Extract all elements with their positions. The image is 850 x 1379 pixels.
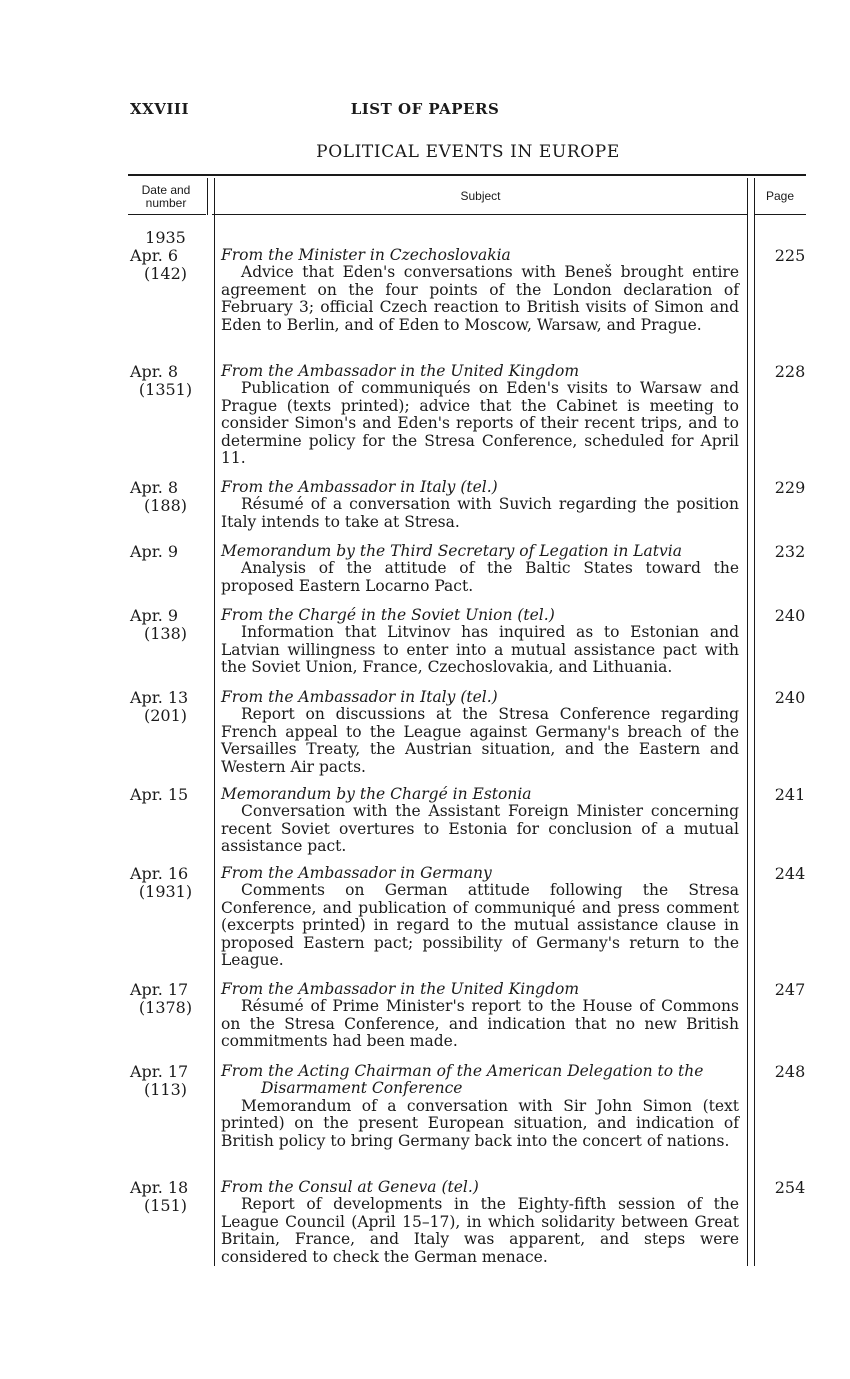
- entry-source: From the Chargé in the Soviet Union (tel.): [221, 606, 555, 624]
- table-top-rule: [128, 174, 806, 176]
- document-number: (142): [143, 263, 188, 283]
- page-column-header: Page: [765, 189, 795, 203]
- entry-description: Memorandum of a conversation with Sir John Simon (text printed) on the present European situation, and indication of British policy to bring Germany back into the concert of nations.: [221, 1096, 739, 1150]
- entry-page: 248: [774, 1062, 806, 1081]
- entry-subject: [221, 786, 739, 856]
- entry-subject: [221, 607, 739, 677]
- date-text: Apr. 6: [130, 246, 179, 265]
- document-number: (151): [143, 1195, 188, 1215]
- entry-subject: [221, 247, 739, 334]
- entry-page: 225: [774, 246, 806, 265]
- entry-date: [128, 479, 203, 514]
- date-text: Apr. 9: [130, 606, 179, 625]
- entry-date: [128, 865, 203, 900]
- date-column-header: Date and number: [141, 183, 191, 210]
- entry-description: Analysis of the attitude of the Baltic States toward the proposed Eastern Locarno Pact.: [221, 559, 739, 595]
- entry-source: From the Ambassador in Italy (tel.): [221, 688, 498, 706]
- entry-subject: [221, 479, 739, 531]
- entry-description: Résumé of a conversation with Suvich regarding the position Italy intends to take at Stresa.: [221, 495, 739, 531]
- entry-subject: [221, 543, 739, 595]
- document-number: (1931): [138, 881, 193, 901]
- year-label: 1935: [145, 228, 186, 247]
- document-number: (1378): [138, 997, 193, 1017]
- entry-source: Memorandum by the Chargé in Estonia: [221, 785, 532, 803]
- column-header-rule-page: [754, 214, 806, 215]
- subject-divider-right: [747, 178, 748, 1266]
- entry-description: Information that Litvinov has inquired as to Estonian and Latvian willingness to enter into a mutual assistance pact with the Soviet Union, France, Czechoslovakia, and Lithuania.: [221, 623, 739, 677]
- entry-date: [128, 363, 203, 398]
- entry-source: From the Ambassador in Germany: [221, 864, 492, 882]
- entry-source-continued: Disarmament Conference: [261, 1079, 463, 1098]
- entry-description: Advice that Eden's conversations with Beneš brought entire agreement on the four points of the London declaration of February 3; official Czech reaction to British visits of Simon and Eden to Berlin, and of Eden to Moscow, Warsaw, and Prague.: [221, 263, 739, 334]
- entry-date: [128, 1179, 203, 1214]
- page-number: XXVIII: [130, 100, 189, 118]
- entry-description: Conversation with the Assistant Foreign Minister concerning recent Soviet overtures to Estonia for conclusion of a mutual assistance pact.: [221, 802, 739, 856]
- entry-page: 228: [774, 362, 806, 381]
- entry-source: Memorandum by the Third Secretary of Legation in Latvia: [221, 542, 682, 560]
- date-text: Apr. 18: [130, 1178, 189, 1197]
- entry-date: [128, 1063, 203, 1098]
- document-number: (138): [143, 623, 188, 643]
- entry-source: From the Ambassador in Italy (tel.): [221, 478, 498, 496]
- entry-source: From the Consul at Geneva (tel.): [221, 1178, 479, 1196]
- entry-description: Publication of communiqués on Eden's visits to Warsaw and Prague (texts printed); advice that the Cabinet is meeting to consider Simon's and Eden's reports of their recent trips, and to determine policy for the Stresa Conference, scheduled for April 11.: [221, 379, 739, 468]
- document-number: (188): [143, 495, 188, 515]
- entry-source: From the Ambassador in the United Kingdom: [221, 362, 580, 380]
- column-header-rule-date: [128, 214, 206, 215]
- date-text: Apr. 17: [130, 1062, 189, 1081]
- entry-subject: [221, 1179, 739, 1266]
- entry-page: 240: [774, 606, 806, 625]
- date-text: Apr. 13: [130, 688, 189, 707]
- entry-source: From the Ambassador in the United Kingdom: [221, 980, 580, 998]
- entry-page: 254: [774, 1178, 806, 1197]
- entry-source: From the Minister in Czechoslovakia: [221, 246, 511, 264]
- column-header-rule-subject: [212, 214, 747, 215]
- section-title: POLITICAL EVENTS IN EUROPE: [316, 142, 620, 162]
- date-text: Apr. 9: [130, 542, 179, 561]
- entry-description: Résumé of Prime Minister's report to the House of Commons on the Stresa Conference, and indication that no new British commitments had been made.: [221, 997, 739, 1051]
- subject-divider-left: [214, 178, 215, 1266]
- date-text: Apr. 17: [130, 980, 189, 999]
- subject-column-header: Subject: [460, 189, 501, 203]
- entry-description: Report on discussions at the Stresa Conference regarding French appeal to the League against Germany's breach of the Versailles Treaty, the Austrian situation, and the Eastern and Western Air pacts.: [221, 705, 739, 776]
- entry-description: Report of developments in the Eighty-fifth session of the League Council (April 15–17), in which solidarity between Great Britain, France, and Italy was apparent, and steps were considered to check the German menace.: [221, 1195, 739, 1266]
- entry-date: [128, 543, 203, 561]
- running-head: LIST OF PAPERS: [350, 100, 500, 118]
- entry-subject: [221, 865, 739, 969]
- page-divider-left: [754, 178, 755, 1266]
- entry-page: 240: [774, 688, 806, 707]
- date-text: Apr. 15: [130, 785, 189, 804]
- document-number: (113): [143, 1079, 188, 1099]
- entry-date: [128, 607, 203, 642]
- entry-page: 241: [774, 785, 806, 804]
- entry-subject: [221, 1063, 739, 1150]
- entry-date: [128, 981, 203, 1016]
- entry-date: [128, 689, 203, 724]
- date-text: Apr. 8: [130, 362, 179, 381]
- column-divider-left: [207, 178, 208, 215]
- date-text: Apr. 16: [130, 864, 189, 883]
- document-number: (201): [143, 705, 188, 725]
- entry-page: 244: [774, 864, 806, 883]
- entry-source: From the Acting Chairman of the American Delegation to the: [221, 1062, 704, 1080]
- entry-date: [128, 247, 203, 282]
- entry-subject: [221, 981, 739, 1051]
- entry-subject: [221, 689, 739, 776]
- entry-page: 229: [774, 478, 806, 497]
- entry-date: [128, 786, 203, 804]
- document-number: (1351): [138, 379, 193, 399]
- entry-description: Comments on German attitude following the Stresa Conference, and publication of communiqué and press comment (excerpts printed) in regard to the mutual assistance clause in proposed Eastern pact; possibility of Germany's return to the League.: [221, 881, 739, 970]
- entry-page: 232: [774, 542, 806, 561]
- date-text: Apr. 8: [130, 478, 179, 497]
- entry-subject: [221, 363, 739, 467]
- entry-page: 247: [774, 980, 806, 999]
